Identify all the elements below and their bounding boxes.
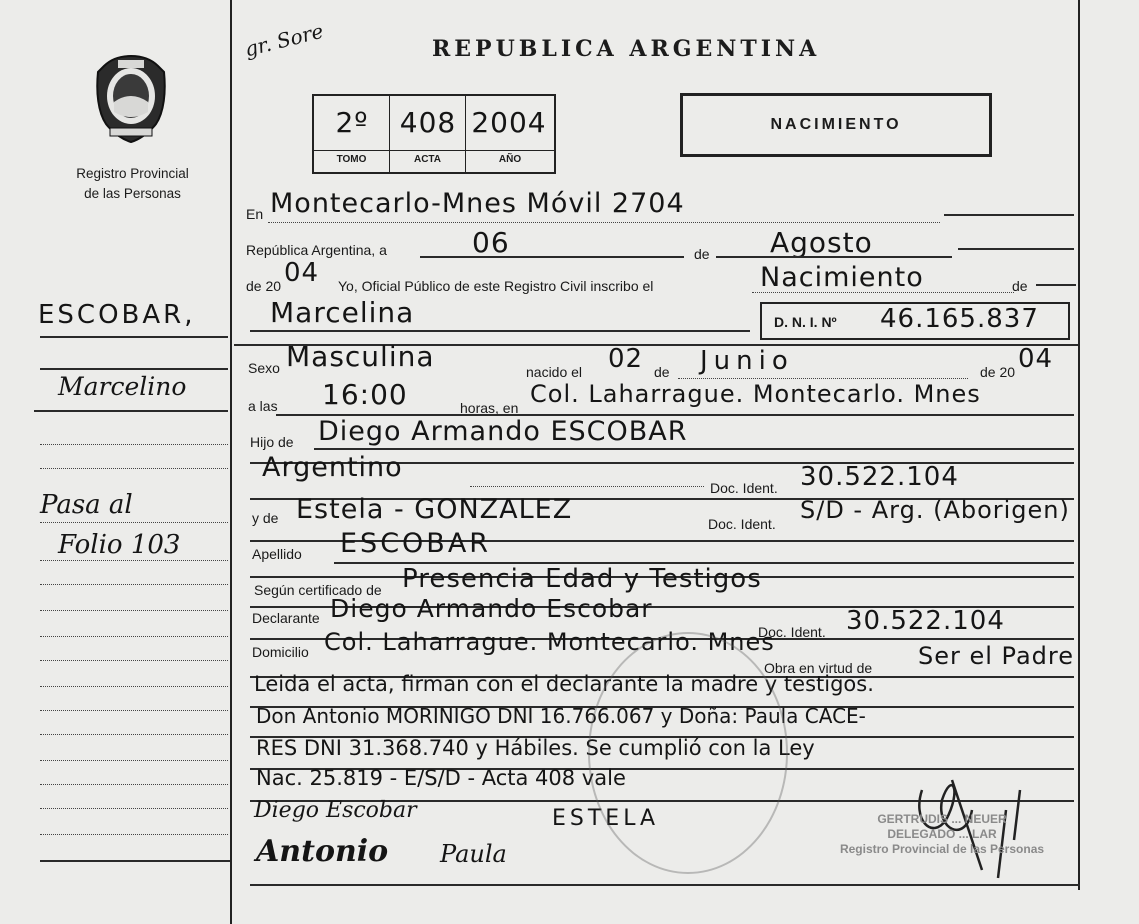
label-doc-ident-3: Doc. Ident. xyxy=(758,624,826,640)
margin-rule xyxy=(40,808,228,809)
obs-line1: Leida el acta, firman con el declarante la madre y testigos. xyxy=(254,672,874,696)
label-de: de xyxy=(694,246,710,262)
value-birth-day: 02 xyxy=(608,344,644,374)
label-obra: Obra en virtud de xyxy=(764,660,873,676)
value-mother: Estela - GONZALEZ xyxy=(296,494,573,525)
coat-of-arms-seal xyxy=(92,52,170,146)
signature-father: Diego Escobar xyxy=(254,798,417,823)
signature-witness1: Antonio xyxy=(256,834,389,869)
value-obra: Ser el Padre xyxy=(918,642,1074,670)
right-border xyxy=(1078,0,1080,890)
stamp-line2: DELEGADO ... LAR xyxy=(887,827,997,841)
fill-line xyxy=(716,256,952,258)
stamp-line1: GERTRUDIS ... NEUER xyxy=(877,812,1007,826)
label-nacido: nacido el xyxy=(526,364,583,380)
value-year: 04 xyxy=(284,258,320,288)
label-y-de: y de xyxy=(252,510,279,526)
bottom-rule xyxy=(250,884,1080,886)
label-declarante: Declarante xyxy=(252,610,320,626)
registry-line2: de las Personas xyxy=(84,186,181,201)
value-apellido: ESCOBAR xyxy=(340,528,492,559)
label-hijo-de: Hijo de xyxy=(250,434,294,450)
label-yo: Yo, Oficial Público de este Registro Civil inscribo el xyxy=(338,278,654,294)
reference-divider xyxy=(314,150,554,151)
registry-name xyxy=(50,164,215,204)
margin-rule xyxy=(40,560,228,561)
acta-value: 408 xyxy=(399,106,457,139)
fill-line xyxy=(678,378,968,379)
value-birth-month: Junio xyxy=(700,346,794,376)
margin-rule xyxy=(40,760,228,761)
margin-given-name: Marcelino xyxy=(58,372,187,401)
value-sexo: Masculina xyxy=(286,340,435,373)
margin-rule xyxy=(40,860,230,862)
obs-line2: Don Antonio MORINIGO DNI 16.766.067 y Doña: Paula CACE- xyxy=(256,704,866,728)
value-birth-place: Col. Laharrague. Montecarlo. Mnes xyxy=(530,380,981,408)
value-domicilio: Col. Laharrague. Montecarlo. Mnes xyxy=(324,628,775,656)
margin-rule xyxy=(40,610,228,611)
margin-rule xyxy=(40,734,228,735)
fill-line xyxy=(250,330,750,332)
obs-line4: Nac. 25.819 - E/S/D - Acta 408 vale xyxy=(256,766,626,790)
value-declarante-doc: 30.522.104 xyxy=(846,606,1005,636)
label-a-las: a las xyxy=(248,398,278,414)
fill-line xyxy=(470,486,704,487)
margin-rule xyxy=(40,834,228,835)
value-father-doc: 30.522.104 xyxy=(800,462,959,492)
official-stamp xyxy=(826,812,1058,857)
obs-line3: RES DNI 31.368.740 y Hábiles. Se cumplió con la Ley xyxy=(256,736,815,760)
label-domicilio: Domicilio xyxy=(252,644,309,660)
fill-line xyxy=(944,214,1074,216)
tomo-value: 2º xyxy=(335,106,369,139)
circular-seal xyxy=(588,632,788,874)
margin-rule xyxy=(40,660,228,661)
margin-surname: ESCOBAR, xyxy=(38,300,196,330)
reference-box xyxy=(312,94,556,174)
value-birth-year: 04 xyxy=(1018,344,1054,374)
fill-line xyxy=(314,448,1074,450)
anio-value: 2004 xyxy=(471,106,547,139)
anio-label: AÑO xyxy=(498,154,522,165)
label-de20: de 20 xyxy=(246,278,282,294)
label-dni: D. N. I. Nº xyxy=(774,314,837,330)
margin-note-line1: Pasa al xyxy=(40,490,133,520)
value-mother-doc: S/D - Arg. (Aborigen) xyxy=(800,496,1070,524)
margin-rule xyxy=(40,522,228,523)
margin-rule xyxy=(40,636,228,637)
label-republica: República Argentina, a xyxy=(246,242,387,258)
dni-box xyxy=(760,302,1070,340)
signature-mother: ESTELA xyxy=(552,806,660,831)
margin-rule xyxy=(34,410,228,412)
tomo-label: TOMO xyxy=(336,154,367,165)
label-apellido: Apellido xyxy=(252,546,302,562)
label-doc-ident: Doc. Ident. xyxy=(710,480,778,496)
label-segun: Según certificado de xyxy=(254,582,382,598)
fill-line xyxy=(958,248,1074,250)
margin-rule xyxy=(40,468,228,469)
margin-rule xyxy=(40,368,228,370)
stamp-line3: Registro Provincial de las Personas xyxy=(839,842,1045,856)
value-father-nat: Argentino xyxy=(262,452,403,483)
country-title: REPUBLICA ARGENTINA xyxy=(432,36,821,62)
label-horas-en: horas, en xyxy=(460,400,519,416)
signature-witness2: Paula xyxy=(440,840,507,868)
value-day: 06 xyxy=(472,226,510,259)
fill-line xyxy=(268,222,940,223)
value-place: Montecarlo-Mnes Móvil 2704 xyxy=(270,188,685,219)
margin-rule xyxy=(40,686,228,687)
value-certificado: Presencia Edad y Testigos xyxy=(402,564,762,594)
corner-note: gr. Sore xyxy=(242,18,326,62)
margin-rule xyxy=(40,444,228,445)
fill-line xyxy=(420,256,684,258)
act-type-box: NACIMIENTO xyxy=(680,93,992,157)
registry-line1: Registro Provincial xyxy=(76,166,189,181)
fill-line xyxy=(1036,284,1076,286)
label-de20-2: de 20 xyxy=(980,364,1016,380)
label-en: En xyxy=(246,206,264,222)
label-doc-ident-2: Doc. Ident. xyxy=(708,516,776,532)
value-hour: 16:00 xyxy=(322,378,408,411)
value-name: Marcelina xyxy=(270,296,415,329)
margin-rule xyxy=(40,336,228,338)
value-act: Nacimiento xyxy=(760,262,924,293)
value-month: Agosto xyxy=(770,226,873,259)
label-de-2: de xyxy=(1012,278,1028,294)
label-sexo: Sexo xyxy=(248,360,280,376)
value-father: Diego Armando ESCOBAR xyxy=(318,416,688,447)
margin-rule xyxy=(40,784,228,785)
margin-rule xyxy=(40,584,228,585)
fill-line xyxy=(752,292,1014,293)
value-declarante: Diego Armando Escobar xyxy=(330,594,653,623)
left-column-divider xyxy=(230,0,232,924)
acta-label: ACTA xyxy=(413,154,442,165)
margin-note-line2: Folio 103 xyxy=(58,530,181,560)
margin-rule xyxy=(40,710,228,711)
value-dni: 46.165.837 xyxy=(880,304,1039,334)
label-de-3: de xyxy=(654,364,670,380)
